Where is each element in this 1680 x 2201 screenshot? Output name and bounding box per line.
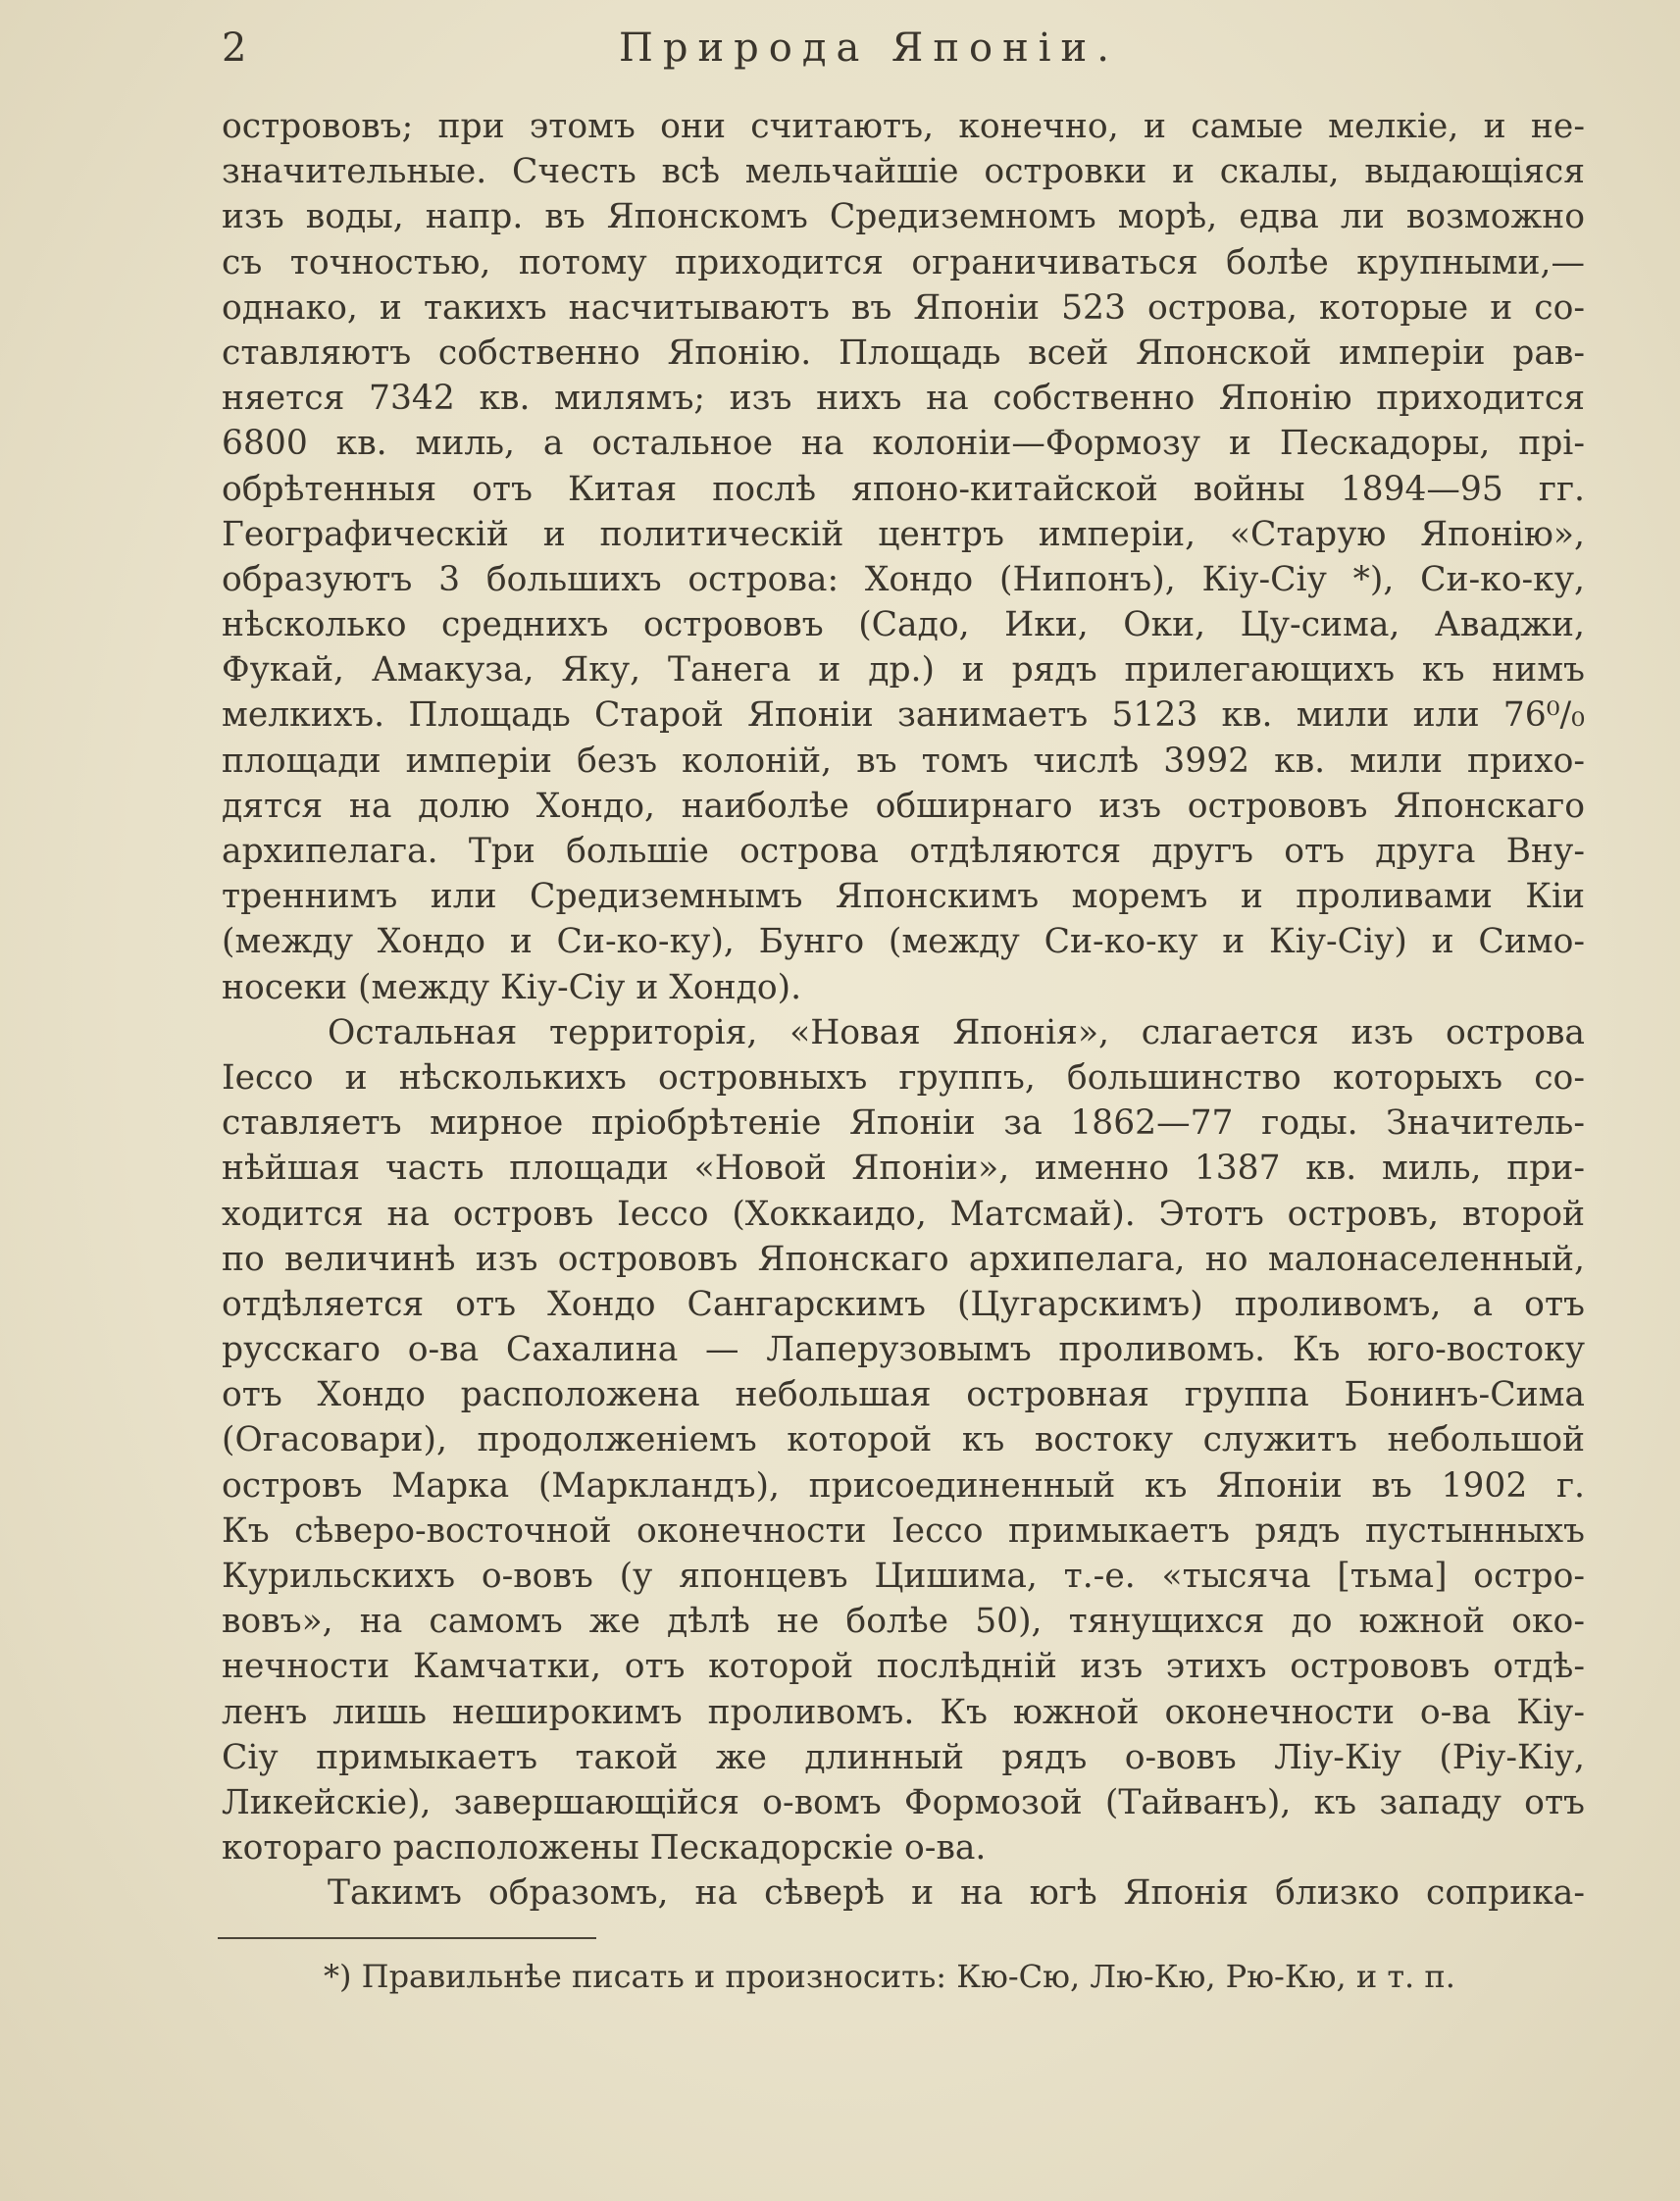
text-line: Сіу примыкаетъ такой же длинный рядъ о-вовъ Ліу-Кіу (Ріу-Кіу,	[222, 1737, 1585, 1777]
text-line: нечности Камчатки, отъ которой послѣдній изъ этихъ острововъ отдѣ-	[222, 1647, 1585, 1687]
text-line: Такимъ образомъ, на сѣверѣ и на югѣ Японія близко соприка-	[328, 1873, 1585, 1914]
text-line: однако, и такихъ насчитываютъ въ Японіи 523 острова, которые и со-	[222, 287, 1585, 328]
text-line: островъ Марка (Маркландъ), присоединенный къ Японіи въ 1902 г.	[222, 1465, 1585, 1506]
text-line: Остальная территорія, «Новая Японія», слагается изъ острова	[328, 1012, 1585, 1052]
text-line: Географическій и политическій центръ имперіи, «Старую Японію»,	[222, 514, 1585, 554]
text-line: (между Хондо и Си-ко-ку), Бунго (между Си-ко-ку и Кіу-Сіу) и Симо-	[222, 922, 1585, 962]
text-line: русскаго о-ва Сахалина — Лаперузовымъ проливомъ. Къ юго-востоку	[222, 1330, 1585, 1370]
text-line: вовъ», на самомъ же дѣлѣ не болѣе 50), тянущихся до южной око-	[222, 1602, 1585, 1642]
text-line: изъ воды, напр. въ Японскомъ Средиземномъ морѣ, едва ли возможно	[222, 197, 1585, 237]
text-line: няется 7342 кв. милямъ; изъ нихъ на собственно Японію приходится	[222, 379, 1585, 419]
text-line: 6800 кв. миль, а остальное на колоніи—Формозу и Пескадоры, прі-	[222, 424, 1585, 464]
running-title: Природа Японіи.	[619, 26, 1119, 71]
text-line: обрѣтенныя отъ Китая послѣ японо-китайской войны 1894—95 гг.	[222, 469, 1585, 509]
text-line: нѣйшая часть площади «Новой Японіи», именно 1387 кв. миль, при-	[222, 1149, 1585, 1189]
page-number: 2	[222, 26, 247, 71]
text-line: ставляетъ мирное пріобрѣтеніе Японіи за 1862—77 годы. Значитель-	[222, 1103, 1585, 1144]
text-line: значительные. Счесть всѣ мельчайшіе островки и скалы, выдающіяся	[222, 152, 1585, 192]
text-line: отъ Хондо расположена небольшая островная группа Бонинъ-Сима	[222, 1375, 1585, 1415]
text-line: (Огасовари), продолженіемъ которой къ востоку служитъ небольшой	[222, 1420, 1585, 1460]
text-line: дятся на долю Хондо, наиболѣе обширнаго изъ острововъ Японскаго	[222, 786, 1585, 826]
footnote: *) Правильнѣе писать и произносить: Кю-Сю, Лю-Кю, Рю-Кю, и т. п.	[324, 1958, 1455, 1995]
page-header	[222, 20, 1585, 78]
text-line: острововъ; при этомъ они считаютъ, конечно, и самые мелкіе, и не-	[222, 107, 1585, 146]
text-line: носеки (между Кіу-Сіу и Хондо).	[222, 967, 802, 1007]
text-line: по величинѣ изъ острововъ Японскаго архипелага, но малонаселенный,	[222, 1239, 1585, 1279]
text-line: образуютъ 3 большихъ острова: Хондо (Нипонъ), Кіу-Сіу *), Си-ко-ку,	[222, 559, 1585, 599]
body-text	[222, 104, 1585, 1917]
text-line: мелкихъ. Площадь Старой Японіи занимаетъ 5123 кв. мили или 76⁰/₀	[222, 695, 1585, 736]
text-line: площади имперіи безъ колоній, въ томъ числѣ 3992 кв. мили прихо-	[222, 741, 1585, 781]
text-line: Фукай, Амакуза, Яку, Танега и др.) и рядъ прилегающихъ къ нимъ	[222, 650, 1585, 691]
text-line: ставляютъ собственно Японію. Площадь всей Японской имперіи рав-	[222, 333, 1585, 373]
text-line: Къ сѣверо-восточной оконечности Іессо примыкаетъ рядъ пустынныхъ	[222, 1510, 1585, 1551]
text-line: треннимъ или Средиземнымъ Японскимъ моремъ и проливами Кіи	[222, 877, 1585, 917]
text-line: архипелага. Три большіе острова отдѣляются другъ отъ друга Вну-	[222, 832, 1585, 871]
text-line: ленъ лишь неширокимъ проливомъ. Къ южной оконечности о-ва Кіу-	[222, 1692, 1585, 1732]
footnote-divider	[218, 1937, 596, 1939]
text-line: Курильскихъ о-вовъ (у японцевъ Цишима, т.-е. «тысяча [тьма] остро-	[222, 1557, 1585, 1596]
text-line: котораго расположены Пескадорскіе о-ва.	[222, 1828, 987, 1868]
text-line: Іессо и нѣсколькихъ островныхъ группъ, большинство которыхъ со-	[222, 1057, 1585, 1098]
text-line: съ точностью, потому приходится ограничиваться болѣе крупными,—	[222, 242, 1585, 282]
text-line: ходится на островъ Іессо (Хоккаидо, Матсмай). Этотъ островъ, второй	[222, 1194, 1585, 1234]
text-line: Ликейскіе), завершающійся о-вомъ Формозой (Тайванъ), къ западу отъ	[222, 1782, 1585, 1822]
text-line: отдѣляется отъ Хондо Сангарскимъ (Цугарскимъ) проливомъ, а отъ	[222, 1284, 1585, 1324]
text-line: нѣсколько среднихъ острововъ (Садо, Ики, Оки, Цу-сима, Аваджи,	[222, 605, 1585, 645]
